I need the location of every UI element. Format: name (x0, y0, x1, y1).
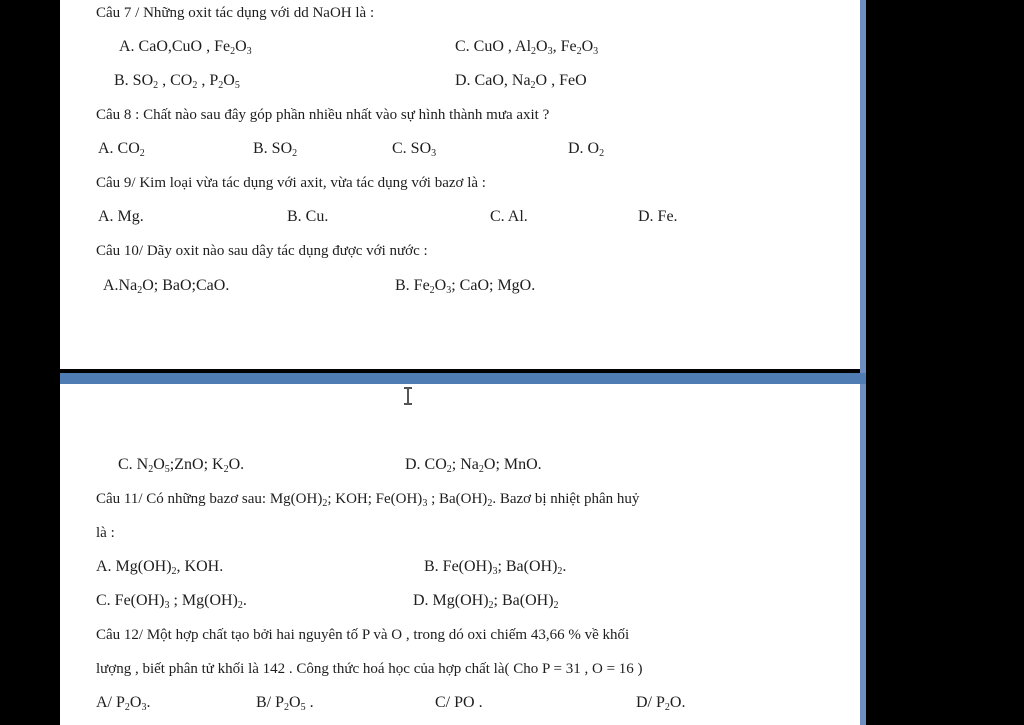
question-11: Câu 11/ Có những bazơ sau: $Mg(OH)_2$; KOH; $Fe(OH)_3$ ; $Ba(OH)_2$. Bazơ bị nhiệt phân huỷ (96, 491, 640, 509)
option-10c[interactable]: C. $N_2O_5;ZnO$; $K_2O$. (118, 456, 245, 475)
option-12b[interactable]: B/ $P_2O_5$ . (256, 694, 314, 713)
option-7c[interactable]: C. CuO , $Al_2O_3$, $Fe_2O_3$ (455, 38, 599, 57)
question-11-cont: là : (96, 525, 115, 541)
option-12d[interactable]: D/ $P_2O$. (636, 694, 686, 713)
page-edge (860, 384, 866, 725)
option-9a[interactable]: A. Mg. (98, 208, 144, 225)
option-8c[interactable]: C. $SO_3$ (392, 140, 437, 159)
text-cursor-icon (404, 387, 412, 405)
option-10d[interactable]: D. $CO_2$; $Na_2O$; MnO. (405, 456, 542, 475)
option-12c[interactable]: C/ PO . (435, 694, 483, 711)
question-10: Câu 10/ Dãy oxit nào sau dây tác dụng được với nước : (96, 243, 428, 259)
option-9d[interactable]: D. Fe. (638, 208, 678, 225)
option-7a[interactable]: A. CaO,CuO , $Fe_2O_3$ (119, 38, 252, 57)
question-8: Câu 8 : Chất nào sau đây góp phần nhiều nhất vào sự hình thành mưa axit ? (96, 107, 550, 123)
question-12: Câu 12/ Một hợp chất tạo bởi hai nguyên tố P và O , trong dó oxi chiếm 43,66 % về khối (96, 627, 630, 643)
option-9c[interactable]: C. Al. (490, 208, 528, 225)
option-7b[interactable]: B. $SO_2$ , $CO_2$ , $P_2O_5$ (114, 72, 240, 91)
question-7: Câu 7 / Những oxit tác dụng với dd NaOH là : (96, 5, 375, 21)
page-edge (860, 0, 866, 373)
option-11a[interactable]: A. $Mg(OH)_2$, KOH. (96, 558, 224, 577)
option-9b[interactable]: B. Cu. (287, 208, 329, 225)
question-9: Câu 9/ Kim loại vừa tác dụng với axit, vừa tác dụng với bazơ là : (96, 175, 486, 191)
page-gap (60, 373, 866, 384)
option-8d[interactable]: D. $O_2$ (568, 140, 605, 159)
option-8b[interactable]: B. $SO_2$ (253, 140, 298, 159)
option-11c[interactable]: C. $Fe(OH)_3$ ; $Mg(OH)_2$. (96, 592, 247, 611)
option-12a[interactable]: A/ $P_2O_3$. (96, 694, 151, 713)
option-11b[interactable]: B. $Fe(OH)_3$; $Ba(OH)_2$. (424, 558, 567, 577)
option-8a[interactable]: A. $CO_2$ (98, 140, 145, 159)
option-11d[interactable]: D. $Mg(OH)_2$; $Ba(OH)_2$ (413, 592, 559, 611)
question-12-cont: lượng , biết phân tử khối là 142 . Công thức hoá học của hợp chất là( Cho P = 31 , O = 16 ) (96, 661, 643, 677)
option-7d[interactable]: D. CaO, $Na_2O$ , FeO (455, 72, 587, 91)
option-10b[interactable]: B. $Fe_2O_3$; CaO; MgO. (395, 277, 536, 296)
option-10a[interactable]: $A.Na_2O$; BaO;CaO. (103, 277, 230, 296)
